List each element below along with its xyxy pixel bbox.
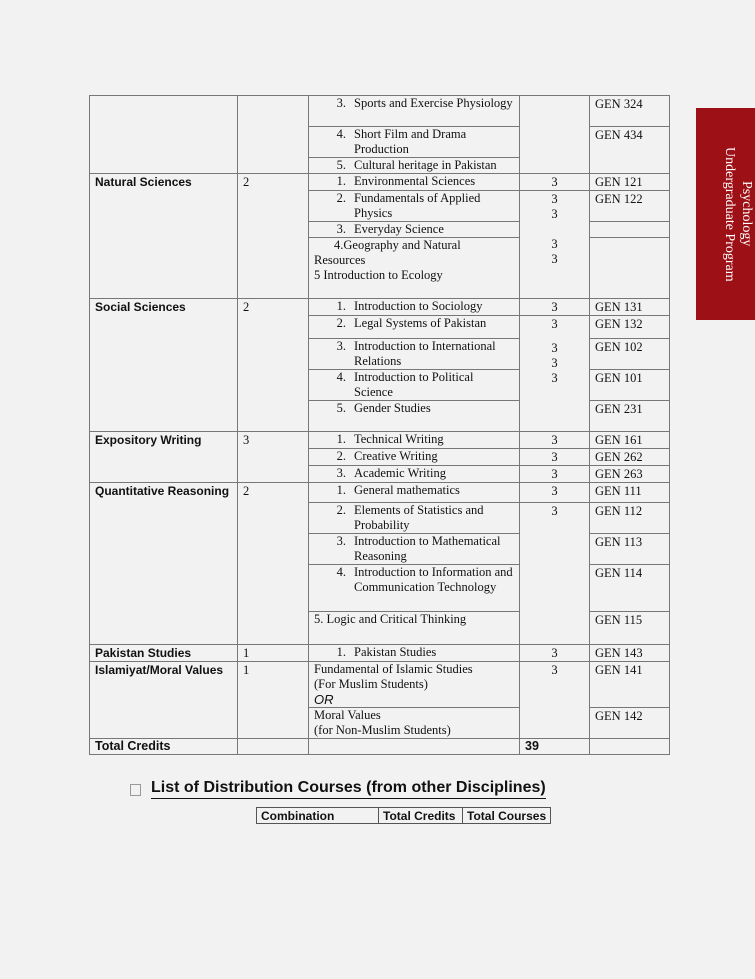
side-tab [696,108,755,320]
category-islamiyat: Islamiyat/Moral Values [90,662,238,739]
total-credits-label: Total Credits [90,739,238,755]
category-expository-writing: Expository Writing [90,432,238,483]
distribution-title: List of Distribution Courses (from other Disciplines) [151,779,546,799]
header-combination: Combination [257,808,379,824]
category-social-sciences: Social Sciences [90,299,238,432]
general-education-table: 3. Sports and Exercise Physiology GEN 324 4. Short Film and Drama Production GEN 434 5. Cultural heritage in Pakistan Natural Sciences 2 1. Environmental Sciences 3 GEN 121 2. Fundamentals of Applied Physics 3 3 3 3 GEN 122 3. Everyday Science 4.Geography and Natural Resources 5 Introduction to Ecology Social Sciences 2 1. Introduction to Sociology 3 GEN 131 2. Legal Systems of Pakistan 3 3 3 3 GEN 132 3. Introduction to International Relations GEN 102 4. Introduction to Political Science GEN 101 5. Gender Studies GEN 231 Expository Writing 3 1. Technical Writing 3 GEN 161 2. Creative Writing 3 GEN 262 3. Academic Writing 3 GEN 263 Quantitative Reasoning 2 1. General mathematics 3 GEN 111 2. Elements of Statistics and Probability 3 GEN 112 3. Introduction to Mathematical Reasoning GEN 113 4. Introduction to Information and Communication Technology GEN 114 5. Logic and Critical Thinking GEN 115 Pakistan Studies 1 1. Pakistan Studies 3 GEN 143 Islamiyat/Moral Values 1 Fundamental of Islamic Studies (For Muslim Students) OR 3 GEN 141 Moral Values (for Non-Muslim Students) GEN 142 Total Credits 39 [89,95,670,755]
category-quantitative-reasoning: Quantitative Reasoning [90,483,238,645]
side-tab-line2: Undergraduate Program [722,146,737,282]
course-code: GEN 324 [590,96,670,127]
course-code: GEN 434 [590,127,670,174]
header-total-courses: Total Courses [463,808,551,824]
category-pakistan-studies: Pakistan Studies [90,645,238,662]
distribution-heading [130,779,546,799]
header-total-credits: Total Credits [379,808,463,824]
bullet-box-icon [130,784,141,796]
side-tab-line1: Psychology [739,181,754,247]
total-credits-value: 39 [520,739,590,755]
category-natural-sciences: Natural Sciences [90,174,238,299]
or-label: OR [314,692,334,707]
course-cell: 5. Cultural heritage in Pakistan [309,158,520,174]
course-cell: 3. Sports and Exercise Physiology [309,96,520,127]
category-credits: 2 [238,174,309,299]
distribution-table [256,807,551,824]
course-cell: 4. Short Film and Drama Production [309,127,520,158]
